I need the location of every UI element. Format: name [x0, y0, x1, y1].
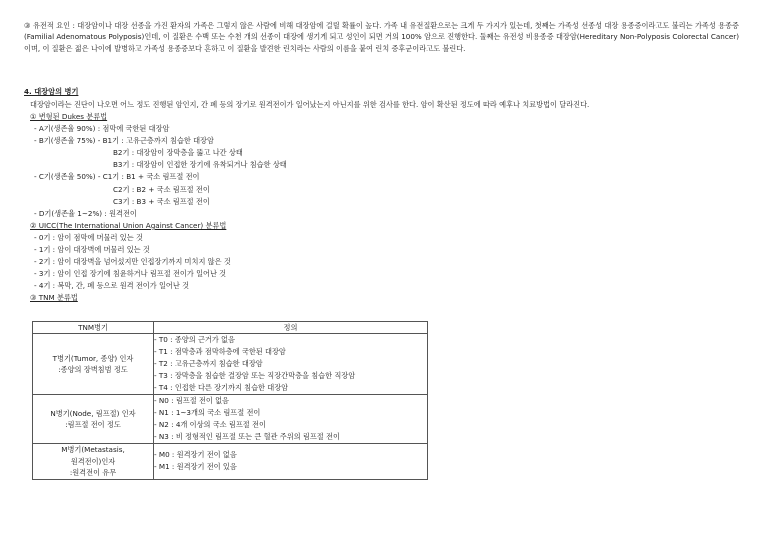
dukes-item: - A기(생존율 90%) : 점막에 국한된 대장암	[34, 124, 170, 134]
stage-definition-item: - N2 : 4개 이상의 국소 림프절 전이	[154, 420, 266, 429]
section-heading: 4. 대장암의 병기	[24, 87, 79, 96]
stage-category-cell	[33, 395, 154, 444]
stage-category-text: T병기(Tumor, 종양) 인자	[52, 353, 134, 363]
staging-lists	[30, 111, 550, 305]
uicc-item: - 3기 : 암이 인접 장기에 침윤하거나 림프절 전이가 일어난 것	[34, 269, 227, 279]
tnm-table	[32, 321, 428, 480]
stage-definition-item: - N0 : 림프절 전이 없음	[154, 396, 229, 405]
stage-category-text: N병기(Node, 림프절) 인자	[50, 408, 136, 418]
stage-definition-item: - N1 : 1~3개의 국소 림프절 전이	[154, 408, 261, 417]
stage-definition-item: - T0 : 종양의 근거가 없음	[154, 335, 235, 344]
dukes-item: C2기 : B2 + 국소 림프절 전이	[113, 184, 210, 194]
stage-definition-cell	[154, 444, 428, 480]
uicc-item: - 2기 : 암이 대장벽을 넘어섰지만 인접장기까지 미치지 않은 것	[34, 257, 231, 267]
tnm-table-body	[33, 334, 428, 480]
stage-definition-item: - T2 : 고유근층까지 침습한 대장암	[154, 359, 263, 368]
dukes-item: - C기(생존율 50%) - C1기 : B1 + 국소 림프절 전이	[34, 172, 200, 182]
dukes-item: - B기(생존율 75%) - B1기 : 고유근층까지 침습한 대장암	[34, 136, 214, 146]
table-row	[33, 334, 428, 395]
stage-category-text: 원격전이)인자	[70, 456, 116, 466]
uicc-list	[30, 232, 550, 292]
dukes-title: ① 변형된 Dukes 분류법	[30, 112, 108, 121]
stage-category-cell	[33, 444, 154, 480]
dukes-item: B3기 : 대장암이 인접한 장기에 유착되거나 침습한 상태	[113, 160, 287, 170]
genetic-factor-section	[24, 20, 739, 54]
stage-definition-cell	[154, 395, 428, 444]
table-row	[33, 395, 428, 444]
table-row	[33, 444, 428, 480]
stage-category-text: M병기(Metastasis,	[61, 445, 125, 454]
tnm-title: ③ TNM 분류법	[30, 293, 78, 303]
stage-definition-item: - M0 : 원격장기 전이 없음	[154, 450, 237, 460]
dukes-list	[30, 123, 550, 220]
stage-category-cell	[33, 334, 154, 395]
section-lead-text: 대장암이라는 진단이 나오면 어느 정도 진행된 암인지, 간 폐 등의 장기로 원격전이가 일어났는지 아닌지를 위한 검사를 한다. 암이 확산된 정도에 따라 예후나 치료방법이 달라진다.	[30, 100, 590, 109]
dukes-item: - D기(생존율 1~2%) : 원격전이	[34, 208, 137, 218]
uicc-item: - 0기 : 암이 점막에 머물러 있는 것	[34, 232, 143, 242]
stage-category-text: :종양의 장벽침범 정도	[58, 365, 128, 374]
stage-definition-item: - T1 : 점막층과 점막하층에 국한된 대장암	[154, 347, 286, 356]
uicc-title: ② UICC(The International Union Against Cancer) 분류법	[30, 220, 227, 230]
stage-definition-item: - M1 : 원격장기 전이 있음	[154, 462, 237, 472]
stage-category-text: :원격전이 유무	[69, 468, 117, 477]
stage-definition-item: - N3 : 비 정형적인 림프절 또는 큰 혈관 주위의 림프절 전이	[154, 432, 340, 441]
header-stage: TNM병기	[33, 322, 154, 334]
table-header-row	[33, 322, 428, 334]
stage-definition-cell	[154, 334, 428, 395]
stage-definition-item: - T3 : 장막층을 침습한 결장암 또는 직장간막층을 침습한 직장암	[154, 371, 356, 380]
stage-definition-item: - T4 : 인접한 다른 장기까지 침습한 대장암	[154, 383, 289, 392]
uicc-item: - 1기 : 암이 대장벽에 머물러 있는 것	[34, 245, 150, 255]
dukes-item: B2기 : 대장암이 장막층을 뚫고 나간 상태	[113, 148, 243, 158]
uicc-item: - 4기 : 복막, 간, 폐 등으로 원격 전이가 일어난 것	[34, 281, 190, 291]
stage-category-text: :림프절 전이 정도	[65, 420, 121, 429]
header-definition: 정의	[154, 322, 428, 334]
dukes-item: C3기 : B3 + 국소 림프절 전이	[113, 196, 210, 206]
genetic-factor-paragraph: ③ 유전적 요인 : 대장암이나 대장 선종을 가진 환자의 가족은 그렇지 않은 사람에 비해 대장암에 걸릴 확률이 높다. 가족 내 유전질환으로는 크게 두 가지가 있는데, 첫째는 가족성 선종성 대장 용종증이라고도 불리는 가족성 용종증(Familial Adenomatous Polyposis)인데, 이 질환은 수백 또는 수천 개의 선종이 대장에 생기게 되고 성인이 되면 거의 100% 암으로 진행한다. 둘째는 유전성 비용종증 대장암(Hereditary Non-Polyposis Colorectal Cancer)이며, 이 질환은 젊은 나이에 발병하고 가족성 용종증보다 흔하고 이 질환을 발견한 린치라는 사람의 이름을 붙여 린치 증후군이라고도 불린다.	[24, 21, 739, 53]
